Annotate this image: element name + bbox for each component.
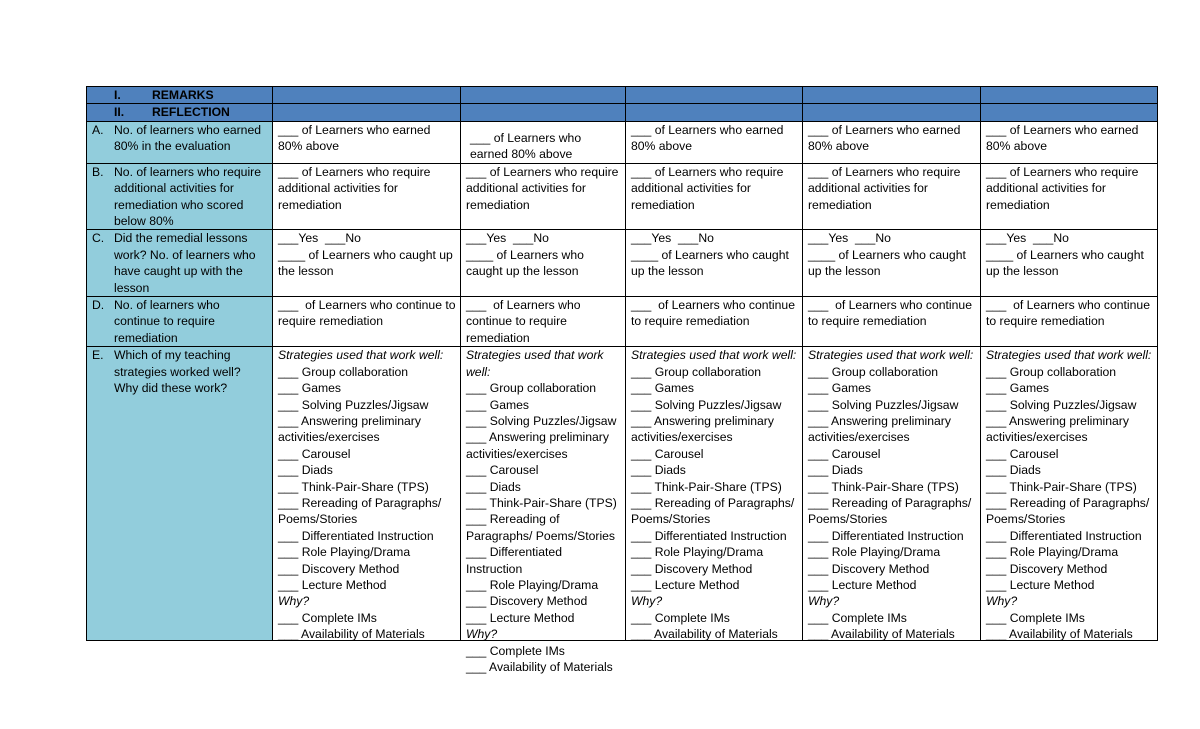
strategy-checkbox[interactable]: ___ Solving Puzzles/Jigsaw xyxy=(631,397,782,412)
strategy-checkbox[interactable]: ___ Think-Pair-Share (TPS) xyxy=(466,495,617,510)
reason-checkbox[interactable]: ___ Complete IMs xyxy=(808,610,907,625)
row-b-text: No. of learners who require additional activities for remediation who scored below 80% xyxy=(114,164,261,229)
remarks-number: I. xyxy=(114,88,121,102)
strategy-checkbox[interactable]: ___ Answering preliminary activities/exercises xyxy=(808,413,951,445)
strategy-checkbox[interactable]: ___ Role Playing/Drama xyxy=(986,545,1119,560)
reflection-cell[interactable] xyxy=(803,104,981,121)
strategies-cell-3[interactable] xyxy=(626,347,803,641)
row-d-cell-3[interactable]: ___ of Learners who continue to require remediation xyxy=(626,297,803,347)
strategy-checkbox[interactable]: ___ Answering preliminary activities/exercises xyxy=(631,413,774,445)
strategy-checkbox[interactable]: ___ Diads xyxy=(986,463,1041,478)
row-c-letter: C. xyxy=(92,231,105,246)
strategy-checkbox[interactable]: ___ Differentiated Instruction xyxy=(986,528,1142,543)
reason-checkbox[interactable]: ___ Availability of Materials xyxy=(808,627,955,642)
why-label: Why? xyxy=(986,594,1018,609)
strategies-cell-1[interactable] xyxy=(273,347,461,641)
strategies-heading: Strategies used that work well: xyxy=(631,348,797,363)
strategy-checkbox[interactable]: ___ Rereading of Paragraphs/ Poems/Stories xyxy=(278,495,442,527)
strategy-checkbox[interactable]: ___ Carousel xyxy=(631,446,704,461)
strategy-checkbox[interactable]: ___ Solving Puzzles/Jigsaw xyxy=(986,397,1137,412)
row-a-letter: A. xyxy=(92,122,104,137)
remarks-cell[interactable] xyxy=(626,87,803,104)
remarks-cell[interactable] xyxy=(981,87,1158,104)
strategy-checkbox[interactable]: ___ Rereading of Paragraphs/ Poems/Stories xyxy=(808,495,972,527)
row-c-cell-5[interactable] xyxy=(981,230,1158,297)
row-b-cell-4[interactable]: ___ of Learners who require additional activities for remediation xyxy=(803,163,981,230)
strategy-checkbox[interactable]: ___ Lecture Method xyxy=(466,610,575,625)
strategy-checkbox[interactable]: ___ Solving Puzzles/Jigsaw xyxy=(808,397,959,412)
strategy-checkbox[interactable]: ___ Role Playing/Drama xyxy=(278,545,411,560)
strategy-checkbox[interactable]: ___ Solving Puzzles/Jigsaw xyxy=(278,397,429,412)
strategies-cell-4[interactable] xyxy=(803,347,981,641)
remarks-reflection-table xyxy=(86,86,1158,674)
reflection-header xyxy=(87,104,273,121)
strategy-checkbox[interactable]: ___ Answering preliminary activities/exercises xyxy=(986,413,1129,445)
reflection-title: REFLECTION xyxy=(152,105,230,120)
row-c-cell-5-text: ____ of Learners who caught up the lesson xyxy=(986,247,1144,279)
strategy-checkbox[interactable]: ___ Discovery Method xyxy=(466,594,588,609)
remarks-row xyxy=(87,87,1158,104)
strategy-checkbox[interactable]: ___ Group collaboration xyxy=(631,364,762,379)
strategy-checkbox[interactable]: ___ Rereading of Paragraphs/ Poems/Stories xyxy=(631,495,795,527)
yes-no-checks[interactable]: ___Yes ___No xyxy=(808,231,891,246)
strategy-checkbox[interactable]: ___ Think-Pair-Share (TPS) xyxy=(986,479,1137,494)
reflection-cell[interactable] xyxy=(626,104,803,121)
reflection-row xyxy=(87,104,1158,121)
row-d xyxy=(87,297,1158,347)
reason-checkbox[interactable]: ___ Complete IMs xyxy=(278,610,377,625)
reason-checkbox[interactable]: ___ Availability of Materials xyxy=(631,627,778,642)
strategy-checkbox[interactable]: ___ Solving Puzzles/Jigsaw xyxy=(466,413,617,428)
row-b-cell-3[interactable]: ___ of Learners who require additional activities for remediation xyxy=(626,163,803,230)
strategy-checkbox[interactable]: ___ Carousel xyxy=(986,446,1059,461)
row-c-cell-3[interactable] xyxy=(626,230,803,297)
row-b-cell-1[interactable]: ___ of Learners who require additional activities for remediation xyxy=(273,163,461,230)
strategies-heading: Strategies used that work well: xyxy=(466,348,604,379)
strategy-checkbox[interactable]: ___ Group collaboration xyxy=(986,364,1117,379)
row-a-cell-2[interactable] xyxy=(461,121,626,163)
row-d-cell-4[interactable]: ___ of Learners who continue to require remediation xyxy=(803,297,981,347)
strategy-checkbox[interactable]: ___ Group collaboration xyxy=(278,364,409,379)
row-a-cell-3[interactable]: ___ of Learners who earned 80% above xyxy=(626,121,803,163)
row-b-cell-2[interactable]: ___ of Learners who require additional activities for remediation xyxy=(461,163,626,230)
strategy-checkbox[interactable]: ___ Lecture Method xyxy=(278,577,387,592)
strategy-checkbox[interactable]: ___ Group collaboration xyxy=(466,381,597,396)
row-b-label xyxy=(87,163,273,230)
strategy-checkbox[interactable]: ___ Answering preliminary activities/exercises xyxy=(278,413,421,445)
row-c-text: Did the remedial lessons work? No. of learners who have caught up with the lesson xyxy=(114,231,256,295)
row-c-cell-2[interactable] xyxy=(461,230,626,297)
row-c-cell-1-text: ____ of Learners who caught up the lesson xyxy=(278,247,453,279)
strategy-checkbox[interactable]: ___ Differentiated Instruction xyxy=(808,528,964,543)
why-label: Why? xyxy=(631,594,663,609)
strategy-checkbox[interactable]: ___ Diads xyxy=(466,479,521,494)
strategy-checkbox[interactable]: ___ Lecture Method xyxy=(631,577,740,592)
strategies-heading: Strategies used that work well: xyxy=(986,348,1152,363)
row-e-label xyxy=(87,347,273,641)
remarks-cell[interactable] xyxy=(461,87,626,104)
strategies-cell-2[interactable] xyxy=(461,347,626,674)
strategy-checkbox[interactable]: ___ Lecture Method xyxy=(986,577,1095,592)
row-e xyxy=(87,347,1158,641)
strategy-checkbox[interactable]: ___ Think-Pair-Share (TPS) xyxy=(278,479,429,494)
row-a-cell-1[interactable]: ___ of Learners who earned 80% above xyxy=(273,121,461,163)
strategy-checkbox[interactable]: ___ Group collaboration xyxy=(808,364,939,379)
why-label: Why? xyxy=(808,594,840,609)
strategy-checkbox[interactable]: ___ Discovery Method xyxy=(808,561,930,576)
strategy-checkbox[interactable]: ___ Discovery Method xyxy=(631,561,753,576)
row-a-text: No. of learners who earned 80% in the evaluation xyxy=(114,122,262,154)
reflection-number: II. xyxy=(114,105,125,120)
reason-checkbox[interactable]: ___ Availability of Materials xyxy=(466,660,613,674)
reflection-cell[interactable] xyxy=(273,104,461,121)
row-a-cell-4[interactable]: ___ of Learners who earned 80% above xyxy=(803,121,981,163)
strategy-checkbox[interactable]: ___ Role Playing/Drama xyxy=(631,545,764,560)
strategy-checkbox[interactable]: ___ Differentiated Instruction xyxy=(466,545,562,576)
row-c-cell-4-text: ____ of Learners who caught up the lesson xyxy=(808,247,966,279)
reason-checkbox[interactable]: ___ Availability of Materials xyxy=(278,627,425,642)
row-e-text: Which of my teaching strategies worked well? Why did these work? xyxy=(114,348,241,396)
strategy-checkbox[interactable]: ___ Diads xyxy=(631,463,686,478)
strategy-checkbox[interactable]: ___ Lecture Method xyxy=(808,577,917,592)
why-label: Why? xyxy=(466,627,498,642)
strategy-checkbox[interactable]: ___ Games xyxy=(466,397,530,412)
row-a-cell-2-text: ___ of Learners who earned 80% above xyxy=(470,130,582,162)
yes-no-checks[interactable]: ___Yes ___No xyxy=(986,231,1069,246)
row-c-cell-2-text: ____ of Learners who caught up the lesson xyxy=(466,247,584,279)
reason-checkbox[interactable]: ___ Availability of Materials xyxy=(986,627,1133,642)
row-c xyxy=(87,230,1158,297)
strategies-cell-5[interactable] xyxy=(981,347,1158,641)
strategy-checkbox[interactable]: ___ Carousel xyxy=(466,463,539,478)
strategy-checkbox[interactable]: ___ Discovery Method xyxy=(278,561,400,576)
row-d-cell-2[interactable]: ___ of Learners who continue to require remediation xyxy=(461,297,626,347)
remarks-cell[interactable] xyxy=(273,87,461,104)
row-c-cell-1[interactable] xyxy=(273,230,461,297)
row-d-cell-5[interactable]: ___ of Learners who continue to require remediation xyxy=(981,297,1158,347)
row-d-label xyxy=(87,297,273,347)
yes-no-checks[interactable]: ___Yes ___No xyxy=(466,231,549,246)
row-c-cell-3-text: ____ of Learners who caught up the lesson xyxy=(631,247,789,279)
yes-no-checks[interactable]: ___Yes ___No xyxy=(631,231,714,246)
strategy-checkbox[interactable]: ___ Games xyxy=(278,381,342,396)
strategies-heading: Strategies used that work well: xyxy=(278,348,444,363)
reason-checkbox[interactable]: ___ Complete IMs xyxy=(986,610,1085,625)
reason-checkbox[interactable]: ___ Complete IMs xyxy=(631,610,730,625)
strategy-checkbox[interactable]: ___ Diads xyxy=(278,463,333,478)
row-c-label xyxy=(87,230,273,297)
strategy-checkbox[interactable]: ___ Rereading of Paragraphs/ Poems/Stories xyxy=(466,512,616,543)
reflection-cell[interactable] xyxy=(461,104,626,121)
row-d-text: No. of learners who continue to require remediation xyxy=(114,298,220,345)
strategy-checkbox[interactable]: ___ Rereading of Paragraphs/ Poems/Stories xyxy=(986,495,1150,527)
row-d-cell-1[interactable]: ___ of Learners who continue to require remediation xyxy=(273,297,461,347)
strategy-checkbox[interactable]: ___ Discovery Method xyxy=(986,561,1108,576)
reflection-cell[interactable] xyxy=(981,104,1158,121)
row-b xyxy=(87,163,1158,230)
strategy-checkbox[interactable]: ___ Games xyxy=(808,381,872,396)
strategy-checkbox[interactable]: ___ Think-Pair-Share (TPS) xyxy=(631,479,782,494)
strategy-checkbox[interactable]: ___ Think-Pair-Share (TPS) xyxy=(808,479,959,494)
why-label: Why? xyxy=(278,594,310,609)
row-d-letter: D. xyxy=(92,298,105,313)
row-c-cell-4[interactable] xyxy=(803,230,981,297)
row-b-cell-5[interactable]: ___ of Learners who require additional activities for remediation xyxy=(981,163,1158,230)
row-a xyxy=(87,121,1158,163)
strategy-checkbox[interactable]: ___ Differentiated Instruction xyxy=(631,528,787,543)
strategy-checkbox[interactable]: ___ Games xyxy=(986,381,1050,396)
strategy-checkbox[interactable]: ___ Role Playing/Drama xyxy=(466,577,599,592)
strategy-checkbox[interactable]: ___ Diads xyxy=(808,463,863,478)
row-a-label xyxy=(87,121,273,163)
strategy-checkbox[interactable]: ___ Differentiated Instruction xyxy=(278,528,434,543)
strategy-checkbox[interactable]: ___ Carousel xyxy=(278,446,351,461)
row-b-letter: B. xyxy=(92,164,104,179)
strategy-checkbox[interactable]: ___ Answering preliminary activities/exercises xyxy=(466,430,609,461)
strategy-checkbox[interactable]: ___ Games xyxy=(631,381,695,396)
lesson-log-sheet xyxy=(86,86,1157,674)
yes-no-checks[interactable]: ___Yes ___No xyxy=(278,231,361,246)
strategy-checkbox[interactable]: ___ Carousel xyxy=(808,446,881,461)
row-e-letter: E. xyxy=(92,348,104,363)
remarks-header xyxy=(87,87,273,104)
strategies-heading: Strategies used that work well: xyxy=(808,348,974,363)
strategy-checkbox[interactable]: ___ Role Playing/Drama xyxy=(808,545,941,560)
reason-checkbox[interactable]: ___ Complete IMs xyxy=(466,643,565,658)
remarks-title: REMARKS xyxy=(152,88,214,102)
remarks-cell[interactable] xyxy=(803,87,981,104)
row-a-cell-5[interactable]: ___ of Learners who earned 80% above xyxy=(981,121,1158,163)
